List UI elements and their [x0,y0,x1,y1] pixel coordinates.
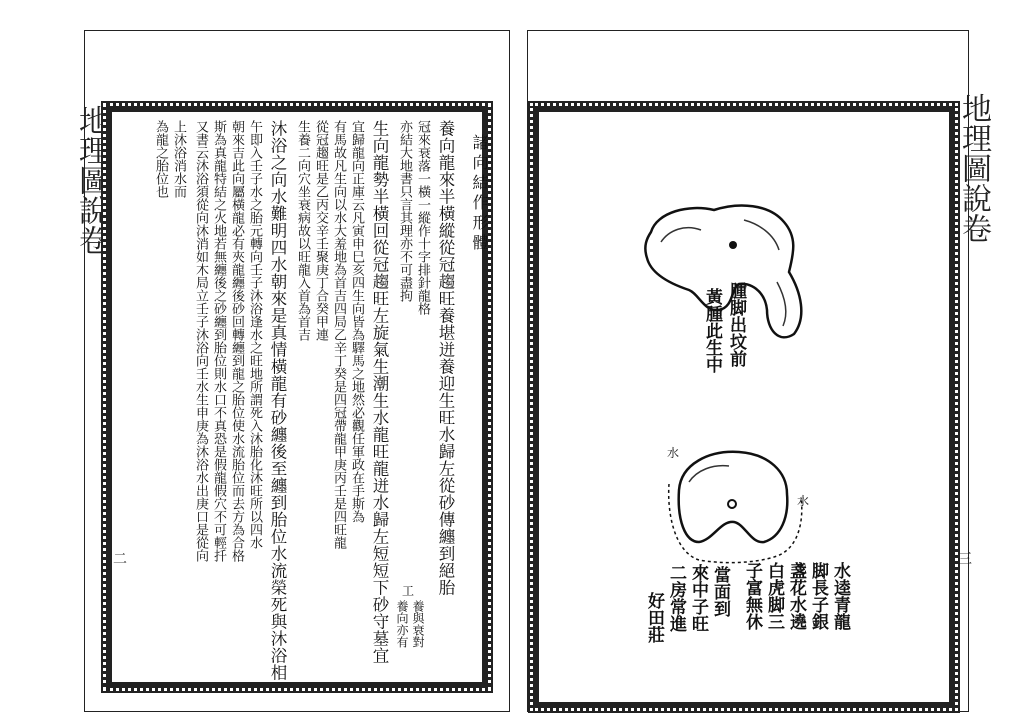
right-edge-title: 地理圖說卷 [956,93,991,243]
text-column-11: 朝來吉此向屬橫龍必有夾龍纏後砂回轉纏到龍之胎位使水流胎位而去方為合格 [229,120,244,562]
text-column-12: 斯為真龍特結之火地若無纏後之砂纏到胎位則水口不真恐是假龍假穴不可輕扦 [211,120,226,562]
text-column-8: 生養二向穴坐衰病故以旺龍入首為首吉 [295,120,310,341]
bottom-caption-col-9: 好田莊 [644,592,664,643]
right-page-number: 三 [956,551,972,565]
bottom-caption-col-7: 來中子旺 [688,564,708,632]
bottom-caption-col-8: 二房常進 [666,564,686,632]
text-column-15: 為龍之胎位也 [153,120,168,198]
text-column-14: 上沐浴消水而 [171,120,186,198]
bottom-caption-col-1: 水逵青龍 [830,562,850,630]
text-column-2: 冠來衰落一橫一縱作十字排針龍格 [415,120,430,315]
right-page [527,30,991,712]
text-column-6: 有馬故凡生向以水大羞地為首吉四局乙辛丁癸是四冠帶龍甲庚丙壬是四旺龍 [331,120,346,549]
top-mound-diagram [645,206,801,338]
text-column-13: 又書云沐浴須從向沐消如木局立壬子沐浴向壬水生申庚為沐浴水出庚口是從向 [193,120,208,562]
text-column-4: 生向龍勢半橫回從冠趨旺左旋氣生潮生水龍旺龍迸水歸左短短下砂守墓宜 [370,120,389,664]
text-column-10: 午即入壬子水之胎元轉向壬子沐浴逢水之旺地所謂死入沐胎化沐旺所以四水 [247,120,262,549]
text-column-5: 宜歸龍向正庫云凡寅申巳亥四生向皆為驛馬之地然必觀任軍政在手斯為 [349,120,364,523]
top-caption-col-1: 腫脚出坟前 [726,282,746,367]
text-column-3: 亦結大地書只言其理亦不可盡拘 [397,120,412,302]
left-edge-title: 地理圖說卷 [73,105,108,255]
section-title: 諸向結作形體 [470,134,489,254]
text-column-9: 沐浴之向水難明四水朝來是真情橫龍有砂纏後至纏到胎位水流榮死與沐浴相 [268,120,287,681]
margin-note-1: 工 [402,584,415,598]
text-column-7: 從冠趨旺是乙丙交辛壬聚庚丁合癸甲連 [313,120,328,341]
left-page [73,30,510,712]
right-ornate-frame [528,101,960,713]
bottom-caption-col-4: 白虎脚三 [764,562,784,630]
water-label-left: 水 [667,446,680,460]
top-caption-col-2: 黃腫此生中 [702,288,722,373]
water-label-right: 水 [797,494,810,508]
margin-note-2: 養與衰對 [411,600,425,648]
text-column-1: 養向龍來半橫縱從冠趨旺養堪迸養迎生旺水歸左從砂傳纏到絕胎 [436,120,455,596]
left-ornate-frame [101,101,493,693]
bottom-caption-col-3: 盞花水遶 [786,562,806,630]
left-page-number: 二 [111,551,127,565]
bottom-mound-diagram [669,452,802,563]
bottom-caption-col-6: 當面到 [710,566,730,617]
margin-note-3: 養向亦有 [395,600,409,648]
bottom-caption-col-5: 子富無休 [742,562,762,630]
bottom-caption-col-2: 脚長子銀 [808,562,828,630]
